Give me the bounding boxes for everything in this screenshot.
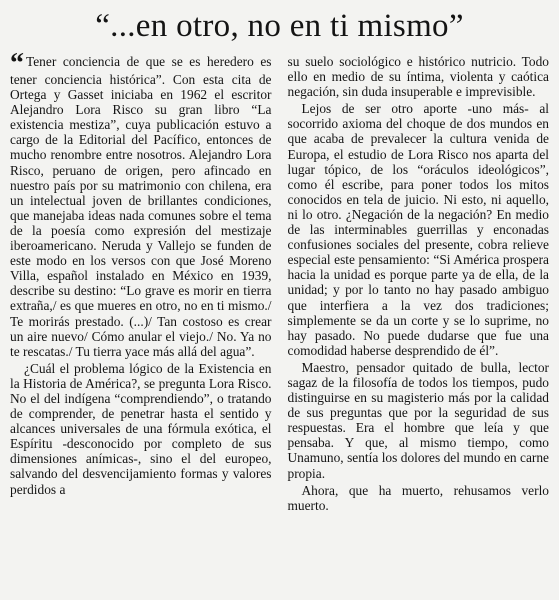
article-title: “...en otro, no en ti mismo” — [95, 8, 464, 44]
paragraph-4: Lejos de ser otro aporte -uno más- al socorrido axioma del choque de dos mundos en que acaba de prevalecer la cultura venida de Europa, el estudio de Lora Risco nos aparta del lugar tópico, de los “oráculos ideológicos”, como él escribe, para poner todos los mitos conocidos en tela de juicio. Ni esto, ni aquello, ni lo otro. ¿Negación de la negación? En medio de las interminables guerrillas y enconadas confusiones sociales del presente, cobra relieve especial este pensamiento: “Si América prospera hacia la unidad es porque parte ya de ella, de la unidad; y por lo tanto no hay pasado ambiguo que interfiera a la vez dos tradiciones; simplemente se da un corte y se lo suprime, no hay pasado. No puede dudarse que fue una comodidad haberse desprendido de él”. — [287, 101, 549, 358]
paragraph-1-text: Tener conciencia de que se es heredero es tener conciencia histórica”. Con esta cita de Ortega y Gasset iniciaba en 1962 el escritor Alejandro Lora Risco su gran libro “La existencia mestiza”, cuya publicación estuvo a cargo de la Editorial del Pacífico, entonces de mucho renombre entre nosotros. Alejandro Lora Risco, peruano de origen, pero afincado en nuestro país por su matrimonio con chilena, era un intelectual joven de brillantes condiciones, que manejaba ideas nada comunes sobre el tema de la poesía como expresión del mestizaje iberoamericano. Neruda y Vallejo se funden de este modo en los versos con que José Moreno Villa, español instalado en México en 1939, describe su destino: “Lo grave es morir en tierra extraña,/ es que mueres en otro, no en ti mismo./ Te morirás prestado. (...)/ Tan costoso es crear un aire nuevo/ Cómo anular el viejo./ No. Ya no te rescatas./ Tu tierra yace más allá del agua”. — [10, 54, 272, 359]
paragraph-3: su suelo sociológico e histórico nutricio. Todo ello en medio de su íntima, violenta y caótica negación, sin duda insuperable e imprevisible. — [287, 54, 549, 100]
paragraph-1 — [10, 48, 272, 359]
left-column — [10, 48, 272, 513]
opening-quote-mark: “ — [10, 48, 24, 79]
right-column — [288, 54, 550, 513]
paragraph-5: Maestro, pensador quitado de bulla, lector sagaz de la filosofía de todos los tiempos, pudo distinguirse en su magisterio más por la calidad de sus preguntas que por la seguridad de sus respuestas. Era el hombre que leía y que pensaba. Y que, al mismo tiempo, como Unamuno, sentía los dolores del mundo en carne propia. — [287, 359, 549, 481]
article-body — [10, 48, 549, 513]
paragraph-6: Ahora, que ha muerto, rehusamos verlo muerto. — [287, 482, 549, 513]
paragraph-2: ¿Cuál el problema lógico de la Existencia en la Historia de América?, se pregunta Lora Risco. No el del indígena “comprendiendo”, o tratando de comprender, de penetrar hasta el sentido y alcances universales de una fórmula exótica, el Espíritu -desconocido por completo de sus dimensiones anímicas-, sino el del europeo, salvando del desvencijamiento formas y valores perdidos a — [10, 360, 272, 497]
